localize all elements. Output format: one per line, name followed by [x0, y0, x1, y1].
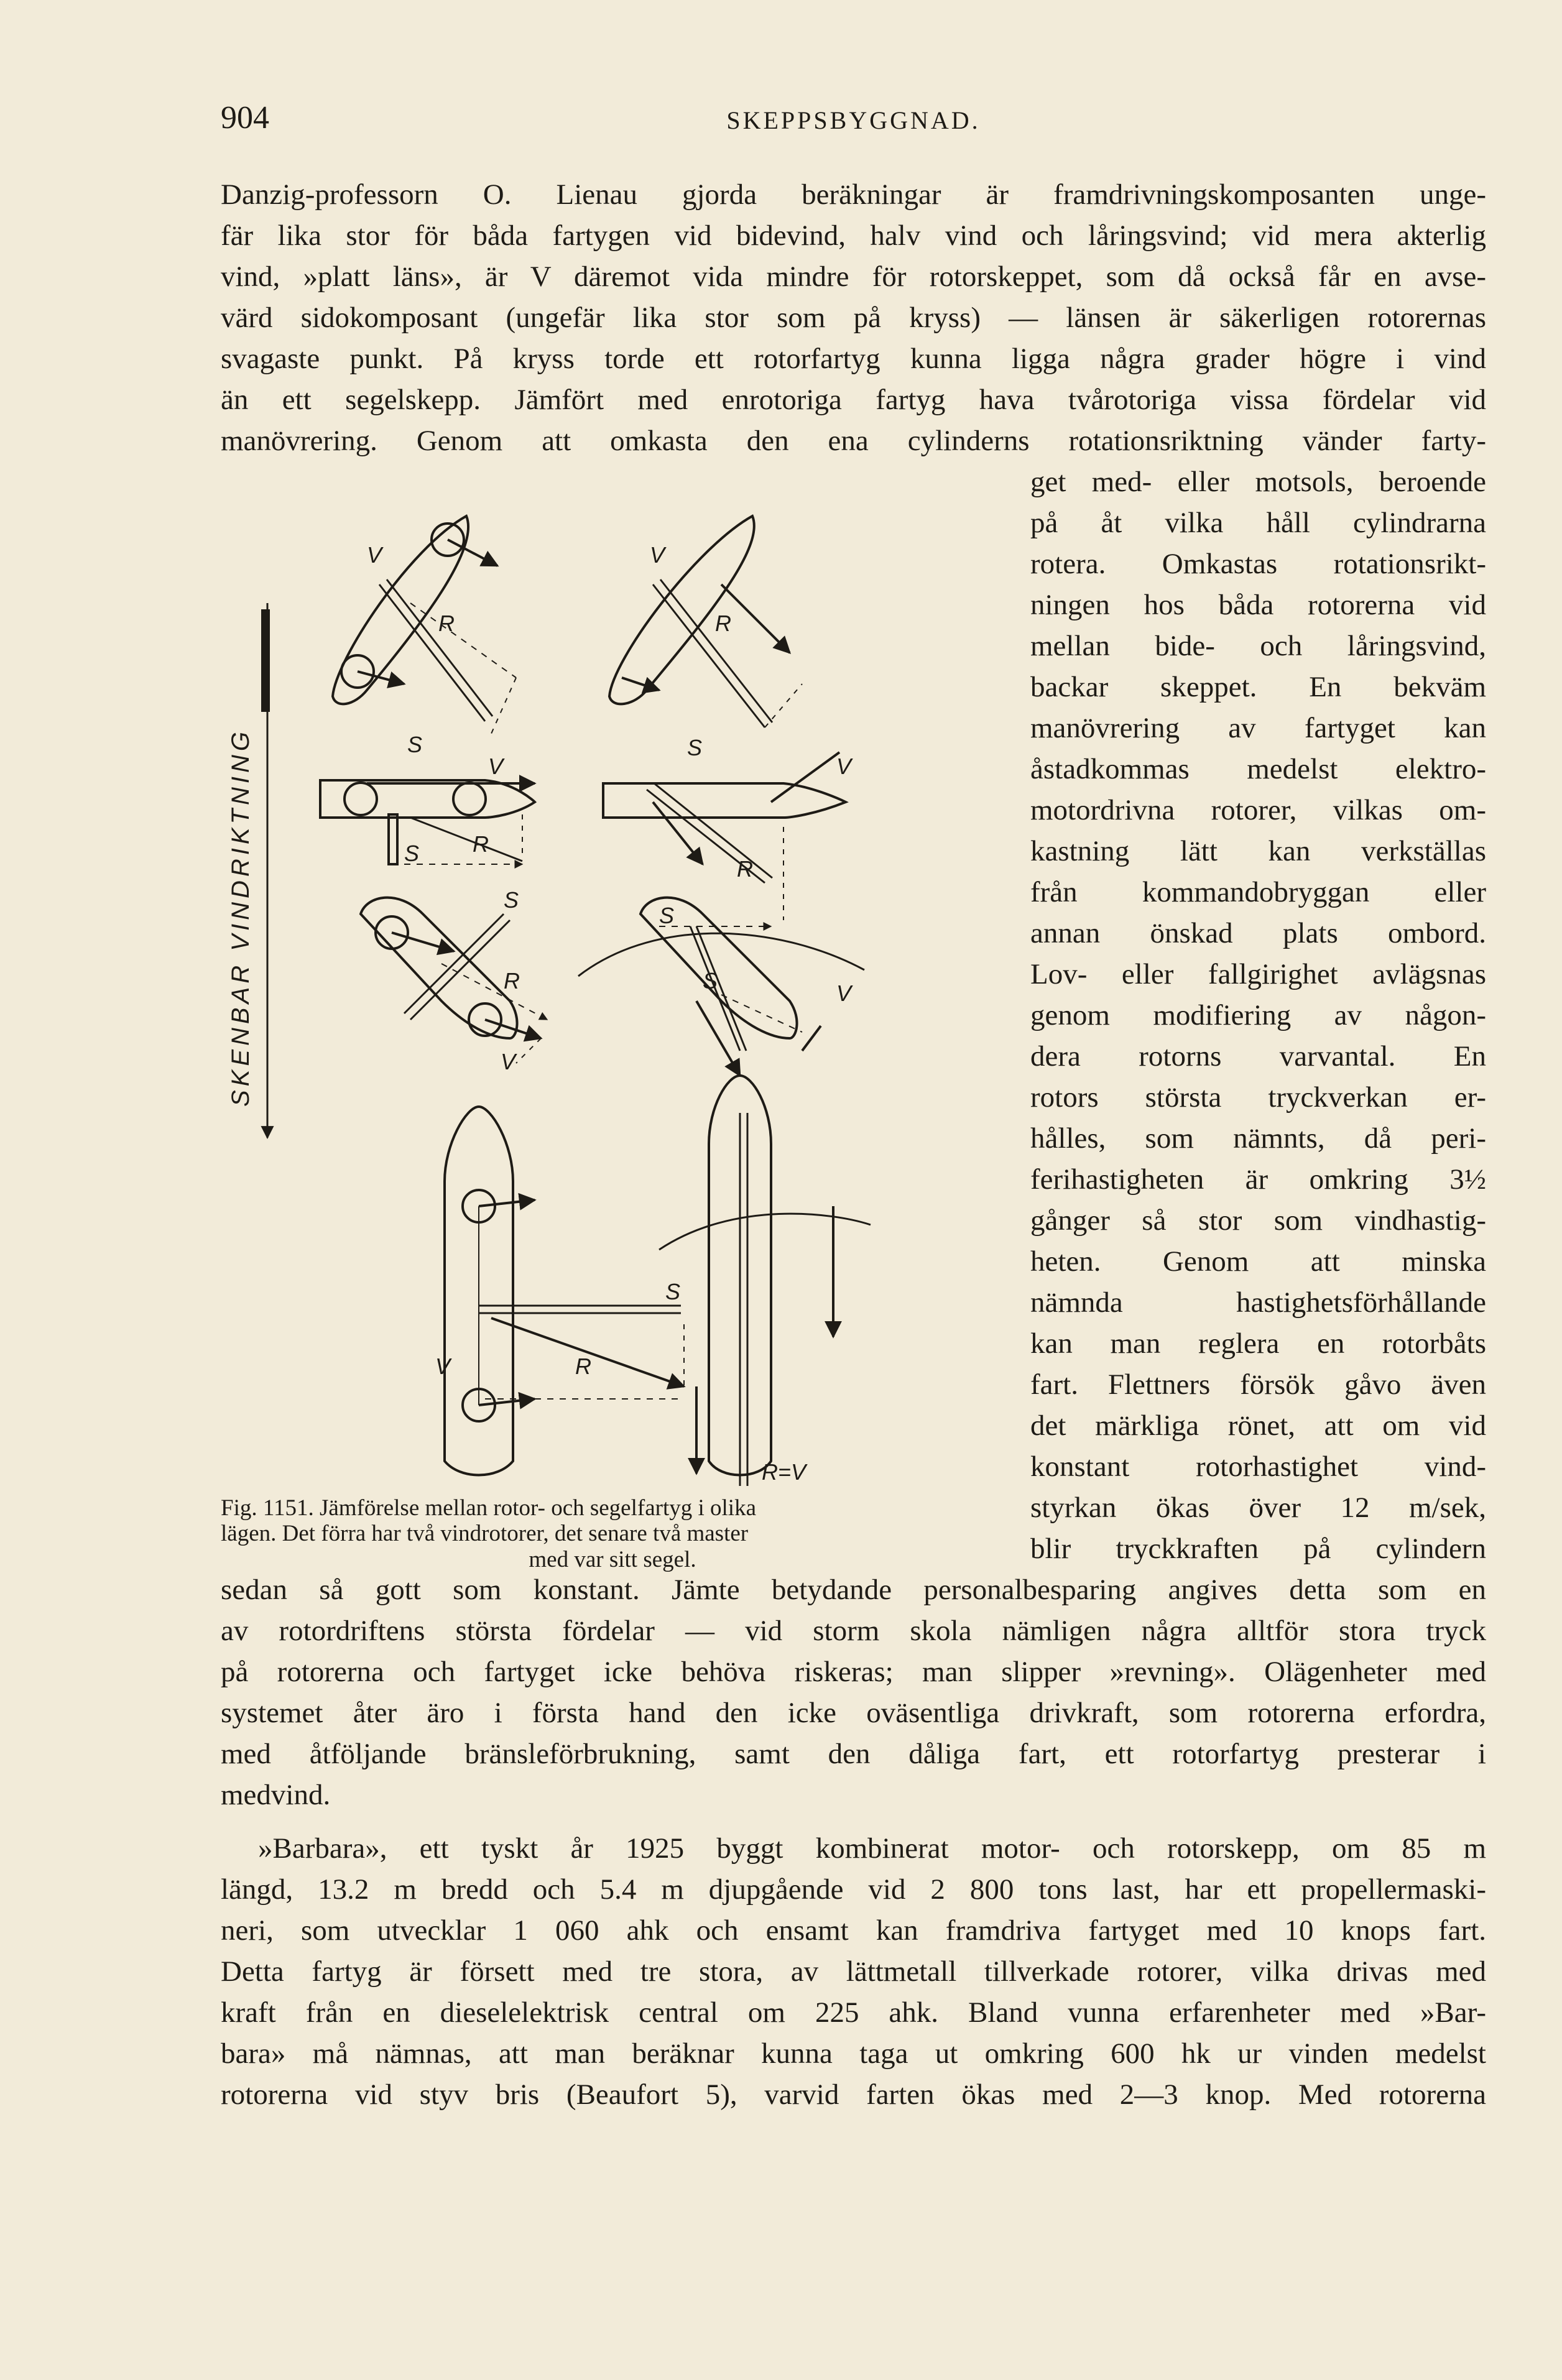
body-line: Danzig-professorn O. Lienau gjorda beräkningar är framdrivningskomposanten unge- [221, 178, 1486, 211]
side-line: mellan bide- och låringsvind, [1030, 630, 1486, 662]
label-r: R [473, 831, 489, 857]
label-v: V [836, 754, 852, 779]
label-s: S [407, 732, 423, 757]
label-v: V [488, 754, 504, 779]
label-r: R [575, 1354, 591, 1379]
side-line: rotors största tryckverkan er- [1030, 1081, 1486, 1114]
sail-ship-close-hauled [609, 516, 802, 760]
side-line: rotera. Omkastas rotationsrikt- [1030, 548, 1486, 580]
body-line: bara» må nämnas, att man beräknar kunna taga ut omkring 600 hk ur vinden medelst [221, 2037, 1486, 2070]
side-line: åstadkommas medelst elektro- [1030, 753, 1486, 785]
side-line: blir tryckkraften på cylindern [1030, 1533, 1486, 1565]
body-line: längd, 13.2 m bredd och 5.4 m djupgående vid 2 800 tons last, har ett propellermaski- [221, 1873, 1486, 1906]
label-s: S [703, 968, 718, 994]
page-header [221, 99, 1486, 143]
label-v: V [435, 1354, 451, 1379]
figure-caption [221, 1495, 1004, 1572]
body-line: sedan så gott som konstant. Jämte betydande personalbesparing angives detta som en [221, 1574, 1486, 1606]
label-v: V [650, 542, 665, 568]
figure-1151 [224, 491, 1014, 1492]
label-r-eq-v: R=V [762, 1459, 806, 1485]
sail-ship-running [659, 1076, 871, 1486]
side-line: genom modifiering av någon- [1030, 999, 1486, 1031]
body-line: systemet åter äro i första hand den icke oväsentliga drivkraft, som rotorerna erfordra, [221, 1697, 1486, 1729]
label-v: V [367, 542, 382, 568]
label-r: R [737, 856, 753, 882]
side-line: annan önskad plats ombord. [1030, 917, 1486, 949]
side-line: på åt vilka håll cylindrarna [1030, 507, 1486, 539]
caption-line: Fig. 1151. Jämförelse mellan rotor- och segelfartyg i olika [221, 1495, 756, 1521]
caption-line: lägen. Det förra har två vindrotorer, det senare två master [221, 1521, 749, 1547]
label-s: S [659, 903, 675, 928]
label-v: V [501, 1049, 516, 1074]
body-line: på rotorerna och fartyget icke behöva riskeras; man slipper »revning». Olägenheter med [221, 1656, 1486, 1688]
caption-line: med var sitt segel. [529, 1546, 696, 1572]
side-line: från kommandobryggan eller [1030, 876, 1486, 908]
side-line: motordrivna rotorer, vilkas om- [1030, 794, 1486, 826]
side-line: heten. Genom att minska [1030, 1245, 1486, 1278]
side-line: get med- eller motsols, beroende [1030, 466, 1486, 498]
rotor-ship-beam-reach [320, 754, 535, 866]
body-line: av rotordriftens största fördelar — vid storm skola nämligen några alltför stora tryck [221, 1615, 1486, 1647]
sail-ship-broad-reach [578, 898, 864, 1076]
label-r: R [438, 611, 455, 636]
side-line: nämnda hastighetsförhållande [1030, 1286, 1486, 1319]
label-s: S [687, 735, 703, 760]
body-line: »Barbara», ett tyskt år 1925 byggt kombinerat motor- och rotorskepp, om 85 m [258, 1832, 1486, 1865]
side-line: konstant rotorhastighet vind- [1030, 1451, 1486, 1483]
rotor-ship-broad-reach [361, 887, 547, 1074]
side-line: gånger så stor som vindhastig- [1030, 1204, 1486, 1237]
body-line: med åtföljande bränsleförbrukning, samt den dåliga fart, ett rotorfartyg presterar i [221, 1738, 1486, 1770]
side-line: kastning lätt kan verkställas [1030, 835, 1486, 867]
label-s: S [504, 887, 519, 913]
side-line: dera rotorns varvantal. En [1030, 1040, 1486, 1072]
wind-direction-label: SKENBAR VINDRIKTNING [227, 728, 254, 1107]
body-line: än ett segelskepp. Jämfört med enrotoriga fartyg hava tvårotoriga vissa fördelar vid [221, 384, 1486, 416]
running-head: SKEPPSBYGGNAD. [726, 106, 981, 134]
label-s: S [404, 841, 420, 866]
rotor-ship-running [435, 1107, 684, 1475]
body-line: vind, »platt läns», är V däremot vida mindre för rotorskeppet, som då också får en avse- [221, 261, 1486, 293]
body-line: värd sidokomposant (ungefär lika stor som på kryss) — länsen är säkerligen rotorernas [221, 302, 1486, 334]
body-line: medvind. [221, 1779, 331, 1811]
body-line: fär lika stor för båda fartygen vid bidevind, halv vind och låringsvind; vid mera akterlig [221, 219, 1486, 252]
side-line: ningen hos båda rotorerna vid [1030, 589, 1486, 621]
side-line: manövrering av fartyget kan [1030, 712, 1486, 744]
side-line: det märkliga rönet, att om vid [1030, 1409, 1486, 1442]
sail-ship-beam-reach [603, 752, 853, 928]
page-number: 904 [221, 100, 269, 136]
side-line: kan man reglera en rotorbåts [1030, 1327, 1486, 1360]
body-line: kraft från en dieselelektrisk central om 225 ahk. Bland vunna erfarenheter med »Bar- [221, 1996, 1486, 2029]
figure-diagram [224, 491, 1014, 1492]
label-r: R [504, 968, 520, 994]
label-s: S [665, 1279, 681, 1304]
side-line: ferihastigheten är omkring 3½ [1030, 1163, 1486, 1196]
side-line: hålles, som nämnts, då peri- [1030, 1122, 1486, 1155]
label-v: V [836, 980, 852, 1006]
side-line: fart. Flettners försök gåvo även [1030, 1368, 1486, 1401]
side-line: backar skeppet. En bekväm [1030, 671, 1486, 703]
body-line: manövrering. Genom att omkasta den ena cylinderns rotationsriktning vänder farty- [221, 425, 1486, 457]
body-line: svagaste punkt. På kryss torde ett rotorfartyg kunna ligga några grader högre i vind [221, 343, 1486, 375]
rotor-ship-close-hauled [333, 516, 516, 757]
side-line: styrkan ökas över 12 m/sek, [1030, 1492, 1486, 1524]
side-line: Lov- eller fallgirighet avlägsnas [1030, 958, 1486, 990]
body-line: neri, som utvecklar 1 060 ahk och ensamt kan framdriva fartyget med 10 knops fart. [221, 1914, 1486, 1947]
wind-direction-arrow [227, 603, 270, 1138]
body-line: rotorerna vid styv bris (Beaufort 5), varvid farten ökas med 2—3 knop. Med rotorerna [221, 2078, 1486, 2111]
body-line: Detta fartyg är försett med tre stora, av lättmetall tillverkade rotorer, vilka drivas med [221, 1955, 1486, 1988]
label-r: R [715, 611, 731, 636]
